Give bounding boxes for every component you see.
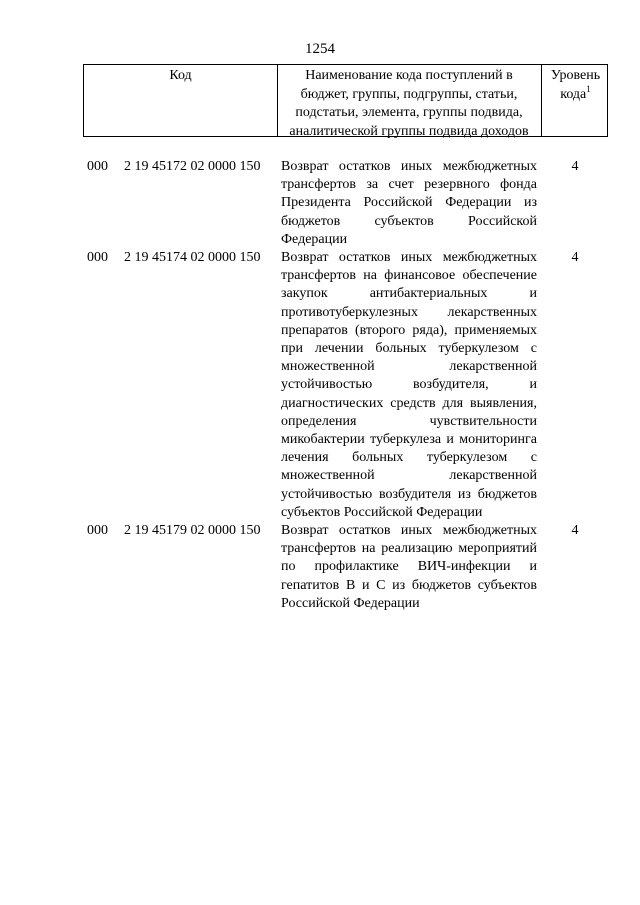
income-code: 2 19 45172 02 0000 150	[124, 159, 261, 174]
header-name	[277, 65, 542, 139]
header-level	[542, 65, 609, 136]
admin-code: 000	[87, 159, 108, 174]
income-code: 2 19 45179 02 0000 150	[124, 523, 261, 539]
code-level: 4	[571, 159, 579, 174]
table-row	[0, 522, 640, 613]
header-code-label: Код	[169, 68, 192, 83]
page-number: 1254	[305, 41, 335, 57]
income-name: Возврат остатков иных межбюджетных трансфертов на финансовое обеспечение закупок антибактериальных и противотуберкулезных лекарственных препаратов (второго ряда), применяемых при лечении больных туберкулезом с множественной лекарственной устойчивостью возбудителя, и диагностических средств для выявления, определения чувствительности микобактерии туберкулеза и мониторинга лечения больных туберкулезом с множественной лекарственной устойчивостью возбудителя из бюджетов субъектов Российской Федерации	[281, 250, 537, 520]
code-level: 4	[571, 250, 579, 266]
table-row	[0, 158, 640, 249]
table-row	[0, 249, 640, 522]
header-level-label: Уровень кода	[550, 68, 601, 102]
admin-code: 000	[87, 250, 108, 266]
table-body	[0, 158, 640, 613]
header-code	[84, 65, 278, 136]
income-name: Возврат остатков иных межбюджетных трансфертов за счет резервного фонда Президента Российской Федерации из бюджетов субъектов Российской Федерации	[281, 159, 537, 247]
header-name-label: Наименование кода поступлений в бюджет, группы, подгруппы, статьи, подстатьи, элемента, группы подвида, аналитической группы подвида доходов	[289, 68, 529, 139]
income-name: Возврат остатков иных межбюджетных трансфертов на реализацию мероприятий по профилактике ВИЧ-инфекции и гепатитов B и C из бюджетов субъектов Российской Федерации	[281, 523, 537, 611]
table-header	[83, 64, 608, 137]
admin-code: 000	[87, 523, 108, 539]
code-level: 4	[571, 523, 579, 539]
income-code: 2 19 45174 02 0000 150	[124, 250, 261, 266]
footnote-marker: 1	[586, 83, 591, 94]
